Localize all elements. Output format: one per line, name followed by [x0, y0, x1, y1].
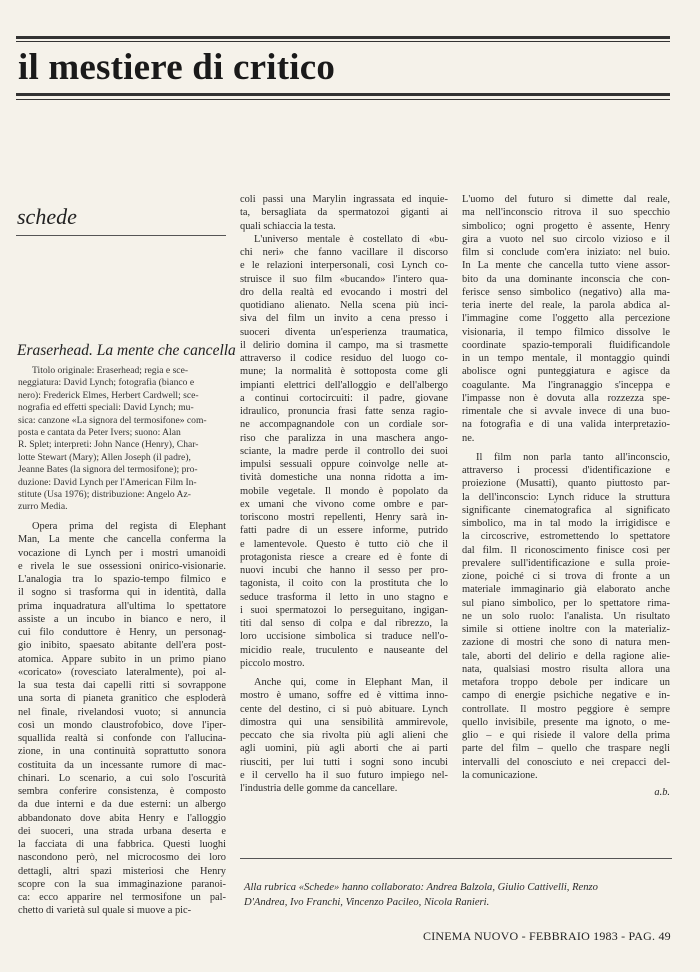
- text-line: loro uccisione simbolica si traduce nell'o-: [240, 631, 448, 643]
- text-line: Il film non parla tanto all'inconscio,: [476, 451, 670, 463]
- text-line: dimostra qui una sensibilità ammirevole,: [240, 716, 448, 728]
- text-line: la dell'inconscio: Lynch riduce la struttura: [462, 491, 670, 503]
- text-line: abolisce ogni punteggiatura e agisce da: [462, 366, 670, 378]
- text-line: metafora troppo debole per indicare un: [462, 677, 670, 688]
- author-signature: a.b.: [654, 787, 670, 798]
- text-line: chetto di varietà sul quale si muove a pic-: [18, 905, 192, 917]
- top-rule-thick: [16, 36, 670, 39]
- text-line: zazione di mostri che sono di natura men-: [462, 637, 670, 649]
- text-line: tale, aborti del delirio e della ragione alie-: [462, 650, 670, 662]
- credits-line: zurro Media.: [18, 501, 68, 513]
- text-line: atomica. Appare subito in un primo piano: [18, 653, 226, 665]
- text-line: dei suoceri, una strada urbana deserta e: [18, 825, 226, 837]
- text-line: dal film. Il riconoscimento finisce così per: [462, 544, 670, 556]
- text-line: intervalli del conosciuto e nei crepacci del-: [462, 756, 670, 768]
- text-line: quali schiaccia la testa.: [240, 220, 336, 232]
- text-line: Anche qui, come in Elephant Man, il: [254, 677, 448, 688]
- text-line: assiste a un incubo in bianco e nero, il: [18, 613, 226, 625]
- text-line: così un mondo claustrofobico, dove l'iper-: [18, 719, 226, 731]
- text-line: abbandonato dove abita Henry e l'alloggio: [18, 812, 226, 824]
- text-line: vocazione di Lynch per i mostri umanoidi: [18, 547, 226, 559]
- text-line: coagulante. Ma l'ingranaggio s'inceppa e: [462, 379, 670, 391]
- text-line: dro della realtà ed evocando i mostri del: [240, 286, 448, 298]
- credits-line: lotte Stewart (Mary); Allen Joseph (il padre),: [18, 451, 191, 463]
- text-line: ferisce senso simbolico (negativo) alla ma-: [462, 286, 670, 298]
- text-line: la facciata di una fabbrica. Questi luoghi: [18, 839, 226, 850]
- text-line: nel finale, rivelandosi vuoto; si annuncia: [18, 706, 226, 718]
- text-line: toriscono mostri repellenti, Henry sarà in-: [240, 512, 448, 523]
- footer-rule: [240, 858, 672, 859]
- text-line: In La mente che cancella tutto viene assor-: [462, 260, 670, 272]
- text-line: quotidiano alienato. Nella scena più inci-: [240, 300, 448, 311]
- text-line: Opera prima del regista di Elephant: [32, 521, 226, 532]
- text-line: scopre con la sua immaginazione paranoi-: [18, 878, 226, 890]
- text-line: e il cervello ha il suo futuro impiego nel-: [240, 769, 448, 781]
- text-line: impulsi sessuali oppure coinvolge nelle at-: [240, 459, 448, 470]
- text-line: simile si ottiene inoltre con la materializ-: [462, 624, 670, 635]
- text-line: cui filo conduttore è Henry, un personag-: [18, 627, 226, 638]
- text-line: riusciti, per lui tutti i sogni sono incubi: [240, 756, 448, 768]
- credits-line: sica: canzone «La signora del termosifone» com-: [18, 414, 207, 426]
- contributors-line-1: Alla rubrica «Schede» hanno collaborato: Andrea Balzola, Giulio Cattivelli, Renzo: [244, 882, 598, 893]
- text-line: e rivela le sue ossessioni onirico-visionarie.: [18, 560, 226, 572]
- text-line: mobile vegetale. Il mondo è popolato da: [240, 485, 448, 497]
- text-line: i suoi spermatozoi lo perseguitano, ingigan-: [240, 604, 448, 616]
- text-line: visionaria, il tempo filmico dissolve le: [462, 326, 670, 338]
- text-line: rimentale che si avvale invece di una buo-: [462, 406, 670, 417]
- text-line: «coricato» (rovesciato lateralmente), poi al-: [18, 666, 226, 678]
- page-title: il mestiere di critico: [18, 47, 336, 88]
- text-line: agli uomini, più agli aborti che ai parti: [240, 743, 448, 755]
- contributors-note: [244, 880, 674, 910]
- credits-line: duzione: David Lynch per l'American Film In-: [18, 476, 197, 488]
- credits-line: neggiatura: David Lynch; fotografia (bianco e: [18, 377, 195, 389]
- text-line: siva del film un invito a cena presso i: [240, 313, 448, 325]
- text-line: mostro è umano, soffre ed è vittima inno-: [240, 690, 448, 702]
- credits-line: nografia ed effetti speciali: David Lynch; mu-: [18, 402, 194, 414]
- section-rule: [16, 235, 226, 236]
- text-line: l'immagine come l'oggetto alla percezione: [462, 313, 670, 325]
- text-line: la comunicazione.: [462, 769, 538, 781]
- text-line: micidio reale, truculento e nauseante del: [240, 644, 448, 656]
- text-line: la circoscrive, estromettendo lo spettatore: [462, 531, 670, 543]
- text-line: simbolico; ogni progetto è assente, Henry: [462, 220, 670, 232]
- text-line: gira a vuoto nel suo circolo vizioso e il: [462, 233, 670, 245]
- text-line: idraulico, pronuncia frasi fatte senza ragio-: [240, 406, 448, 417]
- text-line: ne un solo ruolo: l'analista. Un risultato: [462, 610, 670, 622]
- text-line: il delirio domina il campo, ma si trasmette: [240, 339, 448, 351]
- text-line: mune; la normalità è sottoposta come gli: [240, 366, 448, 378]
- article-title: Eraserhead. La mente che cancella: [17, 342, 236, 359]
- text-line: dettagli, altri spazi misteriosi che Henry: [18, 865, 226, 877]
- page-footer: CINEMA NUOVO - FEBBRAIO 1983 - PAG. 49: [423, 929, 671, 943]
- column-2: [240, 193, 448, 795]
- text-line: seduce trasforma il letto in uno stagno e: [240, 591, 448, 603]
- text-line: una sorta di pianeta granitico che esploderà: [18, 693, 226, 705]
- text-line: nascondono però, nel microcosmo dei loro: [18, 852, 226, 864]
- text-line: e le relazioni interpersonali, così Lynch co-: [240, 260, 448, 272]
- text-line: la sua testa dai capelli ritti si sovrappone: [18, 680, 226, 691]
- text-line: cente del destino, ci si può abituare. Lynch: [240, 703, 448, 715]
- text-line: ne accompagnandole con un cordiale sor-: [240, 419, 448, 431]
- text-line: significante cinematografica al significato: [462, 504, 670, 516]
- text-line: coli passi una Marylin ingrassata ed inquie-: [240, 194, 448, 205]
- header-rule-thick: [16, 93, 670, 96]
- text-line: nata, qualsiasi mostro risulta allora una: [462, 663, 670, 675]
- text-line: protagonista riesce a creare ed è fonte di: [240, 551, 448, 563]
- credits-line: nero): Frederick Elmes, Herbert Cardwell; sce-: [18, 389, 199, 401]
- text-line: attraverso i processi d'identificazione e: [462, 465, 670, 476]
- text-line: zione, in una continuità soprattutto sonora: [18, 746, 226, 758]
- text-line: simbolico, ma in tal modo la irrigidisce e: [462, 518, 670, 529]
- text-line: suoceri diventa un'esperienza traumatica,: [240, 326, 448, 338]
- text-line: ca: ecco apparire nel termosifone un pal-: [18, 892, 226, 903]
- text-line: materiale immaginario già elaborato anche: [462, 584, 670, 596]
- text-line: attraverso il codice residuo del luogo co-: [240, 353, 448, 364]
- text-line: impianti elettrici dell'alloggio e dell'albergo: [240, 379, 448, 391]
- text-line: fatti padre di un essere informe, putrido: [240, 525, 448, 537]
- text-line: teria inerte del reale, la parola abdica al-: [462, 300, 670, 311]
- text-line: l'impasse non è dovuta alla rozzezza spe-: [462, 392, 670, 404]
- section-title: schede: [17, 204, 77, 229]
- text-line: chi neri» che fanno vacillare il discorso: [240, 247, 448, 258]
- top-rule-thin: [16, 41, 670, 42]
- text-line: da due interni e da due esterni: un albergo: [18, 799, 226, 811]
- credits-line: R. Splet; interpreti: John Nance (Henry), Char-: [18, 439, 199, 451]
- text-line: il sogno si trasforma qui in identità, dalla: [18, 587, 226, 599]
- text-line: chinari. Lo scenario, a cui solo l'oscurità: [18, 772, 226, 784]
- text-line: prevalere sull'identificazione e sulla proie-: [462, 557, 670, 569]
- text-line: e lamentevole. Questo è tutto ciò che il: [240, 538, 448, 550]
- credits-line: Titolo originale: Eraserhead; regia e sce-: [32, 365, 189, 376]
- text-line: piccolo mostro.: [240, 657, 305, 669]
- text-line: film si conclude com'era iniziato: nel buio.: [462, 247, 670, 258]
- text-line: prima inquadratura all'ultima lo spettatore: [18, 600, 226, 612]
- credits-line: Jeanne Bates (la signora del termosifone); pro-: [18, 464, 198, 476]
- text-line: parte del film – quello che traspare negli: [462, 743, 670, 755]
- text-line: na fotografia e di una valida interpretazio-: [462, 419, 670, 431]
- text-line: tagonista, il coito con la prostituta che lo: [240, 578, 448, 590]
- text-line: Man, La mente che cancella conferma la: [18, 534, 226, 546]
- text-line: ma nell'inconscio ritrova il suo specchio: [462, 207, 670, 219]
- text-line: L'uomo del futuro si dimette dal reale,: [462, 194, 670, 205]
- text-line: coordinate spazio-temporali fluidificandole: [462, 339, 670, 351]
- text-line: sembra conferire consistenza, è composto: [18, 786, 226, 797]
- column-1: [18, 520, 226, 918]
- article-credits: [18, 365, 226, 514]
- text-line: proiezione (Musatti), quanto piuttosto par-: [462, 478, 670, 490]
- text-line: l'industria delle gomme da cancellare.: [240, 783, 398, 794]
- text-line: costituita da un incessante rumore di mac-: [18, 759, 226, 771]
- text-line: peccato che sia rivolta più agli alieni che: [240, 730, 448, 741]
- text-line: ne.: [462, 432, 475, 444]
- text-line: sul piano simbolico, per lo spettatore rima-: [462, 597, 670, 609]
- text-line: L'analogia tra lo spazio-tempo filmico e: [18, 574, 226, 585]
- credits-line: stitute (Usa 1976); distribuzione: Angelo Az-: [18, 489, 191, 501]
- text-line: campo di energie psichiche negative e in-: [462, 690, 670, 702]
- credits-line: posta e cantata da Peter Ivers; suono: Alan: [18, 427, 181, 439]
- text-line: tività domestiche una nonna ridotta a im-: [240, 472, 448, 484]
- text-line: quello invisibile, presente ma ignoto, o me-: [462, 716, 670, 728]
- text-line: a continui cortocircuiti: il padre, giovane: [240, 392, 448, 404]
- text-line: riso che paralizza in una maschera ango-: [240, 432, 448, 444]
- header-rule-thin: [16, 99, 670, 100]
- text-line: glio – e qui risiede il valore della prima: [462, 730, 670, 741]
- text-line: squallida realtà si confonde con l'allucina-: [18, 733, 226, 744]
- text-line: nuovi incubi che hanno il sesso per pro-: [240, 565, 448, 576]
- text-line: gio inibito, spaesato abitante dell'era post-: [18, 640, 226, 652]
- text-line: controllate. Il mostro peggiore è sempre: [462, 703, 670, 715]
- text-line: ta, bersagliata da spermatozoi giganti ai: [240, 207, 448, 219]
- column-3: [462, 193, 670, 799]
- text-line: in un tempo mentale, il montaggio quindi: [462, 353, 670, 364]
- text-line: zione, poiché ci si trova di fronte a un: [462, 571, 670, 582]
- text-line: titi dal senso di colpa e dal ribrezzo, la: [240, 618, 448, 629]
- contributors-line-2: D'Andrea, Ivo Franchi, Vincenzo Pacileo, Nicola Ranieri.: [244, 897, 490, 908]
- text-line: bito da una dominante inconscia che con-: [462, 273, 670, 285]
- text-line: struisce il suo film «bucando» l'intero qua-: [240, 273, 448, 285]
- text-line: ex umani che vivono come ombre e par-: [240, 498, 448, 510]
- text-line: sciante, la madre perde il controllo dei suoi: [240, 445, 448, 457]
- text-line: L'universo mentale è costellato di «bu-: [254, 233, 448, 245]
